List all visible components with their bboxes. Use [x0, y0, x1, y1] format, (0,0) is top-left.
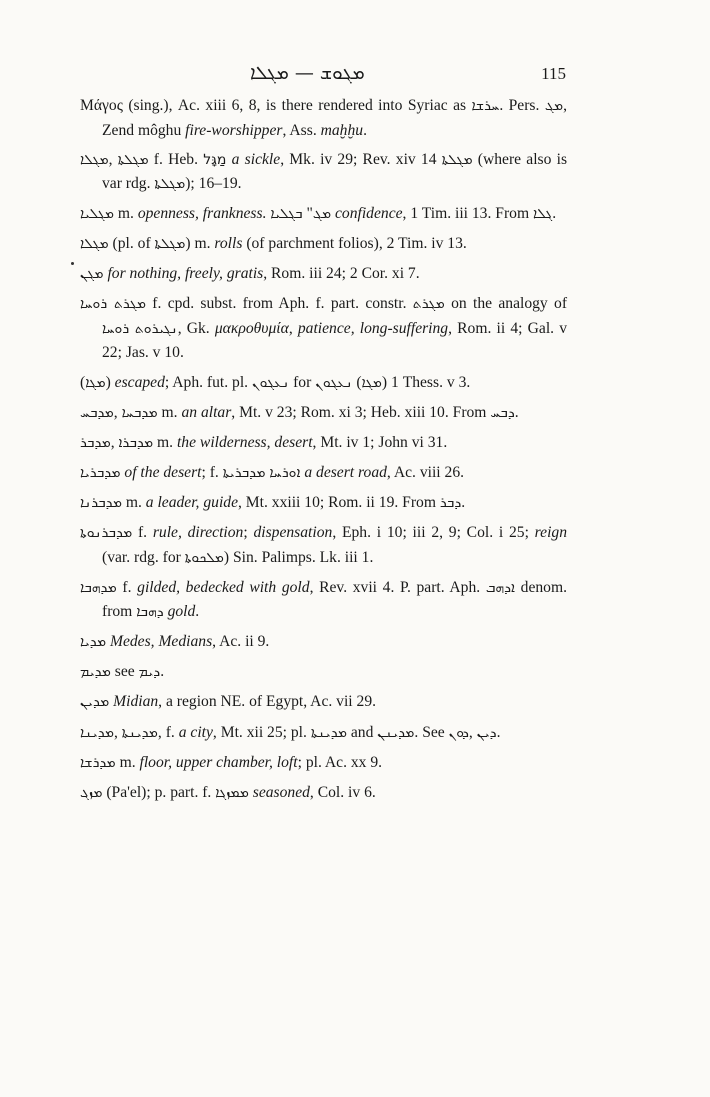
page-header	[0, 58, 710, 88]
entry-text: (sing.), Ac. xiii 6, 8, is there rendered into Syriac as	[122, 97, 472, 114]
syriac-word: ܡܓܢ	[80, 266, 104, 283]
syriac-word: ܡܕܝܢܬܐ	[310, 724, 347, 741]
syriac-word: ܡܕܝܢܐ	[80, 724, 114, 741]
entry-text: .	[195, 603, 200, 621]
syriac-word: ܕܒܚ	[490, 404, 515, 421]
entry-text: , Zend môghu	[102, 97, 567, 139]
entry-text: (	[352, 373, 362, 391]
syriac-word: ܡܓܐ	[85, 374, 106, 391]
syriac-word: ܡܓܠܝܐ	[80, 206, 114, 223]
syriac-word: ܢܓܝܪܘܬ ܪܘܚܐ	[102, 320, 178, 337]
entry-text: , a region NE. of Egypt, Ac. vii 29.	[158, 693, 377, 711]
entry-text: )	[105, 373, 115, 391]
syriac-word: ܡܕܪܫܐ	[80, 754, 116, 771]
dictionary-entry	[80, 630, 567, 655]
syriac-word: ܡܕܒܚ	[80, 404, 114, 421]
entry-text: ) 1 Thess. v 3.	[381, 373, 471, 391]
gloss-text: floor, upper chamber, loft	[139, 753, 298, 771]
dictionary-entry	[80, 262, 567, 287]
gloss-text: patience, long-suffering	[297, 319, 449, 337]
entry-text: , Rom. iii 24; 2 Cor. xi 7.	[263, 265, 420, 283]
entry-text: ,	[108, 150, 118, 168]
dictionary-entry	[80, 521, 567, 570]
dictionary-entry	[80, 431, 567, 456]
gloss-text: gold	[167, 603, 196, 621]
dictionary-entry	[80, 148, 567, 197]
gloss-text: Medes, Medians	[109, 633, 213, 651]
entry-text: ,	[110, 433, 119, 451]
greek-word: μακροθυμία	[214, 319, 289, 337]
running-head: ܡܓܘܫ — ܡܓܠܐ	[250, 62, 365, 84]
dictionary-entry	[80, 781, 567, 806]
entry-text: . See	[414, 723, 449, 741]
entry-text: .	[552, 205, 557, 223]
entry-text: (var. rdg. for	[102, 548, 185, 566]
syriac-word: ܡܓܪܬ	[412, 296, 445, 313]
syriac-word: ܕܒܪ	[439, 494, 462, 511]
dictionary-entry	[80, 94, 567, 142]
syriac-word: ܡܓܐ	[361, 374, 382, 391]
margin-mark	[71, 262, 74, 265]
dictionary-entry	[80, 292, 567, 365]
gloss-text: rule, direction	[152, 524, 244, 542]
syriac-word: ܡܕܒܪܝܐ	[80, 464, 121, 481]
syriac-word: ܡܕܝܐ	[80, 634, 107, 651]
entry-text: , Eph. i 10; iii 2, 9; Col. i 25;	[332, 524, 535, 542]
gloss-text: rolls	[214, 235, 243, 253]
entry-text: ) m.	[185, 235, 215, 253]
syriac-word: ܐܘܪܚܐ	[269, 464, 301, 481]
syriac-word: ܡܕܝܢܢ	[377, 724, 415, 741]
entry-text: and	[346, 723, 378, 741]
entry-text: ; Aph. fut. pl.	[164, 373, 252, 391]
entry-text: ; f.	[201, 463, 223, 481]
entry-text: m.	[153, 433, 177, 451]
dictionary-entry	[80, 371, 567, 396]
gloss-text: Midian	[113, 693, 159, 711]
gloss-text: a desert road	[304, 463, 387, 481]
dictionary-entry	[80, 401, 567, 426]
dictionary-entry	[80, 202, 567, 227]
syriac-word: ܡܓܪܬ ܪܘܚܐ	[80, 296, 146, 313]
syriac-word: ܡܠܟܘܬܐ	[184, 549, 224, 566]
entry-text: , Mk. iv 29; Rev. xiv 14	[280, 150, 442, 168]
entry-text: , Gk.	[177, 319, 215, 337]
entry-text: , Ac. viii 26.	[386, 463, 465, 481]
syriac-word: ܢܥܓܘܢ	[315, 374, 353, 391]
syriac-word: ܐܕܗܒ	[485, 579, 515, 596]
syriac-word: ܡܕܗܒܐ	[80, 579, 117, 596]
entry-text: ,	[113, 723, 122, 741]
syriac-word: ܡܓ	[544, 98, 564, 114]
dictionary-entry	[80, 461, 567, 486]
syriac-word: ܡܓܠܬܐ	[154, 236, 186, 253]
syriac-word: ܡܓ	[312, 206, 332, 223]
syriac-word: ܡܕܝܢ	[80, 694, 110, 711]
gloss-text: a leader, guide	[145, 493, 238, 511]
syriac-word: ܡܓܠܐ	[80, 151, 109, 168]
entry-text: , Ac. ii 9.	[212, 633, 270, 651]
entry-text: Μάγος	[80, 97, 123, 114]
entry-text: "	[302, 205, 313, 223]
entry-text: ,	[468, 723, 477, 741]
dictionary-entry	[80, 660, 567, 685]
entry-text: , Ass.	[282, 121, 321, 139]
entry-text: , Mt. iv 1; John vi 31.	[312, 433, 448, 451]
entry-text: , f.	[157, 723, 179, 741]
entry-text: (Pa'el); p. part. f.	[102, 783, 216, 801]
entry-text: , Mt. xxiii 10; Rom. ii 19. From	[238, 493, 440, 511]
syriac-word: ܡܓܠܬܐ	[441, 151, 473, 168]
entry-text: , Col. iv 6.	[309, 783, 376, 801]
gloss-text: for nothing, freely, gratis	[107, 265, 264, 283]
syriac-word: ܡܕܝܡ	[80, 664, 111, 681]
entry-text: .	[496, 723, 501, 741]
syriac-word: ܕܗܒܐ	[136, 604, 164, 621]
dictionary-entry	[80, 751, 567, 776]
page-number: 115	[541, 64, 566, 83]
gloss-text: a sickle	[231, 150, 281, 168]
entry-text: ,	[113, 403, 122, 421]
syriac-word: ܡܓܠܬܐ	[154, 176, 186, 193]
syriac-word: ܡܕܒܪܢܘܬܐ	[80, 525, 133, 542]
dictionary-entry	[80, 576, 567, 625]
syriac-word: ܡܕܒܪܢܐ	[80, 494, 122, 511]
entry-text: , 1 Tim. iii 13. From	[402, 205, 533, 223]
syriac-word: ܡܡܙܓܐ	[215, 784, 249, 801]
entry-text: ) Sin. Palimps. Lk. iii 1.	[223, 548, 374, 566]
entry-text: f. cpd. subst. from Aph. f. part. constr.	[146, 295, 413, 313]
gloss-text: fire-worshipper	[185, 121, 283, 139]
entry-text: f.	[132, 524, 153, 542]
entry-text: m.	[157, 403, 182, 421]
gloss-text: maḫḫu	[320, 121, 364, 139]
dictionary-entry	[80, 491, 567, 516]
entry-text: f. Heb.	[148, 150, 204, 168]
gloss-text: confidence	[335, 205, 403, 223]
entry-text: , Mt. v 23; Rom. xi 3; Heb. xiii 10. From	[231, 403, 491, 421]
entry-text: m.	[121, 493, 146, 511]
entry-text: (of parchment folios), 2 Tim. iv 13.	[242, 235, 467, 253]
entry-text: ;	[243, 524, 254, 542]
entry-text: (where also is var rdg.	[102, 150, 568, 193]
gloss-text: dispensation	[253, 524, 333, 542]
entry-text: , Mt. xii 25; pl.	[212, 723, 311, 741]
entry-text: m.	[115, 753, 140, 771]
entry-text: . Pers.	[499, 97, 545, 114]
entry-text: .	[160, 663, 165, 681]
entry-text: .	[363, 121, 367, 139]
gloss-text: openness, frankness.	[137, 205, 267, 223]
entry-text: , Rom. ii 4; Gal. v 22; Jas. v 10.	[102, 319, 568, 362]
dictionary-entry	[80, 721, 567, 746]
syriac-word: מַגָּל	[203, 151, 227, 168]
syriac-word: ܓܠܐ	[532, 206, 553, 223]
entry-text: denom. from	[102, 578, 567, 621]
syriac-word: ܡܕܒܚܐ	[121, 404, 158, 421]
syriac-word: ܡܓܠܬܐ	[117, 151, 149, 168]
entry-text: .	[461, 493, 466, 511]
syriac-word: ܢܥܓܘܢ	[251, 374, 290, 391]
syriac-word: ܕܘܢ	[448, 724, 469, 741]
gloss-text: a city	[178, 723, 213, 741]
gloss-text: an altar	[181, 403, 232, 421]
gloss-text: seasoned	[252, 783, 310, 801]
gloss-text: the wilderness, desert	[176, 433, 313, 451]
entry-text: (pl. of	[108, 235, 155, 253]
entry-text: ; pl. Ac. xx 9.	[297, 753, 383, 771]
gloss-text: of the desert	[124, 463, 202, 481]
syriac-word: ܡܕܒܪܐ	[118, 434, 154, 451]
gloss-text: escaped	[114, 373, 165, 391]
dictionary-entry	[80, 690, 567, 715]
entry-text: m.	[114, 205, 138, 223]
entry-text: .	[514, 403, 519, 421]
entry-text: for	[289, 373, 316, 391]
syriac-word: ܚܪܫܐ	[471, 98, 500, 114]
entry-text: (	[80, 373, 86, 391]
entry-text: ,	[288, 319, 298, 337]
entry-text: f.	[116, 578, 138, 596]
syriac-word: ܡܕܝܢܬܐ	[121, 724, 158, 741]
gloss-text: gilded, bedecked with gold	[137, 578, 310, 596]
syriac-word: ܒܓܠܝܐ	[270, 206, 303, 223]
syriac-word: ܡܙܓ	[80, 784, 103, 801]
entry-text: see	[110, 663, 139, 681]
syriac-word: ܕܝܡ	[138, 664, 161, 681]
syriac-word: ܕܝܢ	[476, 724, 497, 741]
gloss-text: reign	[534, 524, 568, 542]
entry-text: , Rev. xvii 4. P. part. Aph.	[309, 578, 486, 596]
syriac-word: ܡܓܠܐ	[80, 236, 109, 253]
entry-text: on the analogy of	[444, 295, 568, 313]
entry-text: ); 16–19.	[185, 175, 242, 193]
syriac-word: ܡܕܒܪܝܬܐ	[222, 464, 266, 481]
entry-list	[80, 94, 567, 811]
syriac-word: ܡܕܒܪ	[80, 434, 111, 451]
dictionary-entry	[80, 232, 567, 257]
